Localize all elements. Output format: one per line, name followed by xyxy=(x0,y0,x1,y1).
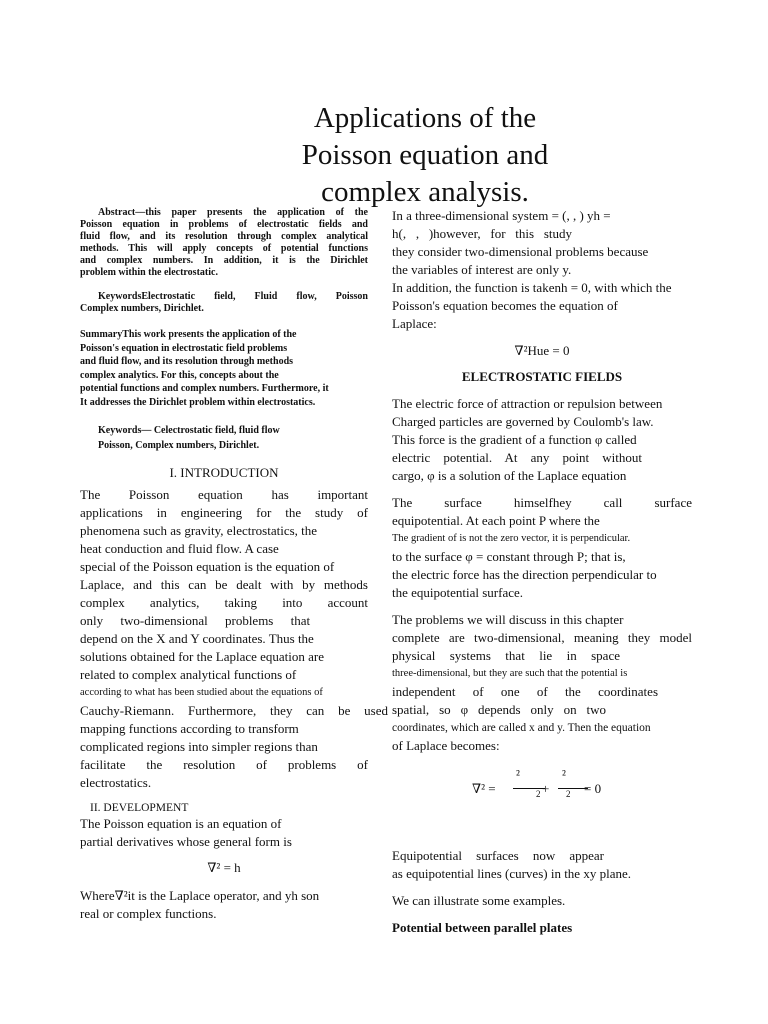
abstract-line: and complex numbers. In addition, it is the Dirichlet xyxy=(80,255,368,266)
poisson-equation: ∇² = h xyxy=(207,860,241,875)
text-line: In a three-dimensional system = (, , ) yh = xyxy=(392,208,611,223)
abstract-line: problem within the electrostatic. xyxy=(80,267,218,278)
title-line: Applications of the xyxy=(313,102,537,134)
text-line: The electric force of attraction or repulsion between xyxy=(392,396,663,411)
summary-line: SummaryThis work presents the application of the xyxy=(80,329,297,340)
text-line: Where∇²it is the Laplace operator, and yh son xyxy=(80,888,320,903)
text-line: according to what has been studied about the equations of xyxy=(80,687,323,698)
text-line: solutions obtained for the Laplace equation are xyxy=(80,649,325,664)
laplace-equation: ∇²Hue = 0 xyxy=(514,343,570,358)
equation-plus: + xyxy=(542,781,550,796)
title-line: Poisson equation and xyxy=(301,139,549,171)
text-line: The Poisson equation has important xyxy=(80,487,368,502)
text-line: related to complex analytical functions of xyxy=(80,667,297,682)
equation-lhs: ∇² = xyxy=(472,781,496,796)
abstract-line: fluid flow, and its resolution through complex analytical xyxy=(80,231,368,242)
text-line: coordinates, which are called x and y. Then the equation xyxy=(392,722,651,734)
keywords-line: Complex numbers, Dirichlet. xyxy=(80,303,204,314)
text-line: special of the Poisson equation is the equation of xyxy=(80,559,335,574)
text-line: only two-dimensional problems that xyxy=(80,613,311,628)
text-line: complex analytics, taking into account xyxy=(80,595,368,610)
text-line: the electric force has the direction perpendicular to xyxy=(392,567,657,582)
development-text-after xyxy=(80,887,368,923)
paragraph-equipotential-lines xyxy=(392,847,692,883)
equation-numerator: ² xyxy=(562,767,566,782)
text-line: to the surface φ = constant through P; that is, xyxy=(392,549,626,564)
text-line: independent of one of the coordinates xyxy=(392,684,658,699)
introduction-text xyxy=(80,486,388,792)
right-column xyxy=(392,207,692,937)
section-heading-introduction: I. INTRODUCTION xyxy=(169,465,279,480)
equation-rhs: = 0 xyxy=(584,781,602,796)
equation-numerator: ² xyxy=(516,767,520,782)
text-line: The Poisson equation is an equation of xyxy=(80,816,282,831)
text-line: the variables of interest are only y. xyxy=(392,262,572,277)
paper-title xyxy=(200,100,650,211)
right-intro xyxy=(392,207,692,333)
paragraph-examples: We can illustrate some examples. xyxy=(392,893,566,908)
text-line: three-dimensional, but they are such that the potential is xyxy=(392,668,628,679)
text-line: The problems we will discuss in this chapter xyxy=(392,612,624,627)
abstract-line: Abstract—this paper presents the application of the xyxy=(98,207,368,218)
title-line: complex analysis. xyxy=(321,176,529,208)
text-line: phenomena such as gravity, electrostatics, the xyxy=(80,523,318,538)
text-line: electrostatics. xyxy=(80,775,152,790)
subheading-parallel-plates: Potential between parallel plates xyxy=(392,920,573,935)
text-line: Cauchy-Riemann. Furthermore, they can be used xyxy=(80,703,388,718)
section-heading-electrostatic: ELECTROSTATIC FIELDS xyxy=(461,369,623,384)
paragraph-equipotential xyxy=(392,494,692,602)
text-line: heat conduction and fluid flow. A case xyxy=(80,541,279,556)
laplace-2d-equation xyxy=(392,767,692,809)
text-line: partial derivatives whose general form is xyxy=(80,834,292,849)
text-line: Equipotential surfaces now appear xyxy=(392,848,604,863)
keywords xyxy=(80,291,368,315)
left-column xyxy=(80,207,388,923)
text-line: cargo, φ is a solution of the Laplace equation xyxy=(392,468,627,483)
text-line: depend on the X and Y coordinates. Thus the xyxy=(80,631,314,646)
text-line: The gradient of is not the zero vector, it is perpendicular. xyxy=(392,533,631,544)
equation-denominator: 2 xyxy=(536,789,541,799)
keywords-summary xyxy=(80,423,368,453)
text-line: physical systems that lie in space xyxy=(392,648,620,663)
paragraph-coulomb xyxy=(392,395,692,485)
section-heading-development: II. DEVELOPMENT xyxy=(90,802,189,814)
text-line: facilitate the resolution of problems of xyxy=(80,757,368,772)
abstract-line: Poisson equation in problems of electrostatic fields and xyxy=(80,219,368,230)
development-text xyxy=(80,815,368,851)
text-line: they consider two-dimensional problems because xyxy=(392,244,649,259)
text-line: the equipotential surface. xyxy=(392,585,524,600)
summary-line: and fluid flow, and its resolution through methods xyxy=(80,356,294,367)
text-line: as equipotential lines (curves) in the xy plane. xyxy=(392,866,631,881)
summary-line: potential functions and complex numbers. Furthermore, it xyxy=(80,383,329,394)
text-line: Laplace: xyxy=(392,316,437,331)
keywords-line: KeywordsElectrostatic field, Fluid flow, Poisson xyxy=(98,291,368,302)
summary-line: It addresses the Dirichlet problem within electrostatics. xyxy=(80,396,316,408)
text-line: applications in engineering for the study of xyxy=(80,505,368,520)
text-line: real or complex functions. xyxy=(80,906,217,921)
text-line: spatial, so φ depends only on two xyxy=(392,702,606,717)
text-line: complete are two-dimensional, meaning they model xyxy=(392,630,692,645)
text-line: equipotential. At each point P where the xyxy=(392,513,600,528)
text-line: of Laplace becomes: xyxy=(392,738,500,753)
text-line: Laplace, and this can be dealt with by methods xyxy=(80,577,368,592)
summary-line: Poisson's equation in electrostatic field problems xyxy=(80,342,288,354)
abstract xyxy=(80,207,368,279)
text-line: h(, , )however, for this study xyxy=(392,226,572,241)
keywords-line: Keywords— Celectrostatic field, fluid flow xyxy=(98,425,280,436)
text-line: electric potential. At any point without xyxy=(392,450,642,465)
text-line: mapping functions according to transform xyxy=(80,721,299,736)
text-line: This force is the gradient of a function φ called xyxy=(392,432,637,447)
abstract-line: methods. This will apply concepts of potential functions xyxy=(80,243,368,254)
equation-denominator: 2 xyxy=(566,789,571,799)
text-line: Charged particles are governed by Coulomb's law. xyxy=(392,414,654,429)
summary xyxy=(80,328,368,409)
text-line: In addition, the function is takenh = 0, with which the xyxy=(392,280,672,295)
text-line: Poisson's equation becomes the equation of xyxy=(392,298,618,313)
summary-line: complex analytics. For this, concepts about the xyxy=(80,369,279,381)
text-line: complicated regions into simpler regions than xyxy=(80,739,318,754)
text-line: The surface himselfhey call surface xyxy=(392,495,692,510)
paragraph-two-dimensional xyxy=(392,611,692,755)
keywords-line: Poisson, Complex numbers, Dirichlet. xyxy=(98,440,260,451)
